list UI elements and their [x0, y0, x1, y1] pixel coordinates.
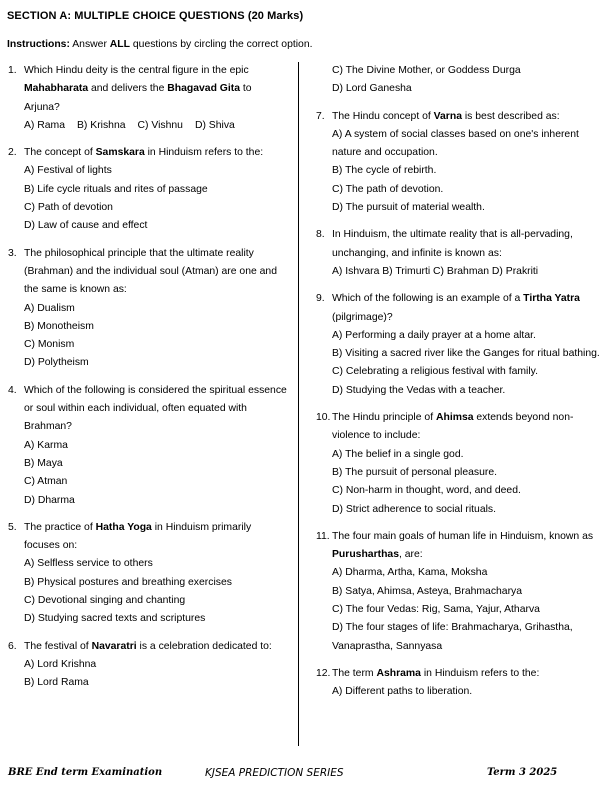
option-c[interactable]: C) The path of devotion. — [332, 183, 444, 195]
question-number: 8. — [316, 229, 325, 241]
question-number: 2. — [8, 147, 17, 159]
stem-text: to Arjuna? — [24, 83, 252, 113]
option-b[interactable]: B) Life cycle rituals and rites of passage — [24, 183, 208, 195]
stem-text: (pilgrimage)? — [332, 311, 393, 323]
stem-text: The practice of — [24, 521, 96, 533]
instructions-text: Answer — [69, 39, 110, 50]
question-stem: Which of the following is considered the spiritual essence or soul within each individual, often equated with Brahman? — [24, 384, 287, 433]
question-stem — [332, 108, 606, 126]
stem-text: The Hindu principle of — [332, 412, 436, 424]
stem-text: in Hinduism refers to the: — [420, 667, 540, 679]
stem-text: is best described as: — [461, 110, 560, 122]
question-stem — [332, 528, 606, 565]
question-12 — [316, 665, 606, 702]
question-7 — [316, 108, 606, 218]
stem-bold: Samskara — [95, 147, 145, 159]
option-d[interactable]: D) Dharma — [24, 494, 75, 506]
question-number: 10. — [316, 412, 331, 424]
option-c[interactable]: C) Path of devotion — [24, 202, 113, 214]
stem-text: The festival of — [24, 640, 92, 652]
option-b[interactable]: B) The cycle of rebirth. — [332, 165, 437, 177]
stem-bold: Tirtha Yatra — [523, 293, 580, 305]
stem-text: and delivers the — [88, 83, 168, 95]
option-a[interactable]: A) The belief in a single god. — [332, 448, 464, 460]
option-a[interactable]: A) Festival of lights — [24, 165, 112, 177]
option-d[interactable]: D) Lord Ganesha — [332, 83, 412, 95]
option-c[interactable]: C) Non-harm in thought, word, and deed. — [332, 485, 521, 497]
stem-text: The Hindu concept of — [332, 110, 434, 122]
question-stem: In Hinduism, the ultimate reality that is all-pervading, unchanging, and infinite is known as: — [332, 229, 573, 259]
option-d[interactable]: D) The pursuit of material wealth. — [332, 202, 485, 214]
footer-term: Term 3 2025 — [487, 767, 558, 778]
question-number: 3. — [8, 247, 17, 259]
option-b[interactable]: B) Maya — [24, 457, 63, 469]
stem-text: extends beyond non-violence to include: — [332, 412, 574, 442]
option-a[interactable]: A) Dualism — [24, 302, 75, 314]
footer-series: KJSEA PREDICTION SERIES — [205, 767, 344, 779]
question-9 — [316, 290, 606, 400]
option-a[interactable]: A) Selfless service to others — [24, 558, 153, 570]
question-stem — [24, 638, 288, 656]
question-stem — [332, 290, 606, 327]
question-stem — [24, 62, 288, 117]
stem-bold: Navaratri — [91, 640, 137, 652]
question-4 — [8, 382, 288, 510]
stem-bold: Bhagavad Gita — [167, 83, 241, 95]
option-b[interactable]: B) Visiting a sacred river like the Ganges for ritual bathing. — [332, 348, 600, 360]
stem-text: Which Hindu deity is the central figure in the epic — [24, 65, 249, 76]
question-number: 7. — [316, 110, 325, 122]
option-d[interactable]: D) Polytheism — [24, 357, 89, 369]
option-d[interactable]: D) Law of cause and effect — [24, 220, 148, 232]
question-3 — [8, 245, 288, 373]
option-d[interactable]: D) Studying sacred texts and scriptures — [24, 613, 206, 625]
stem-text: The four main goals of human life in Hinduism, known as — [332, 530, 594, 542]
question-stem — [332, 665, 606, 683]
question-number: 9. — [316, 293, 325, 305]
stem-text: in Hinduism primarily focuses on: — [24, 521, 252, 552]
footer-exam-name: BRE End term Examination — [8, 767, 163, 778]
question-number: 12. — [316, 667, 331, 679]
option-row[interactable]: A) Ishvara B) Trimurti C) Brahman D) Prakriti — [332, 265, 539, 277]
right-column — [316, 62, 606, 711]
option-a[interactable]: A) A system of social classes based on one's inherent nature and occupation. — [332, 128, 579, 159]
option-d[interactable]: D) Strict adherence to social rituals. — [332, 503, 497, 515]
left-column — [8, 62, 288, 702]
instructions-all: ALL — [109, 39, 130, 50]
question-11 — [316, 528, 606, 656]
option-d[interactable]: D) Shiva — [194, 119, 235, 131]
instructions-label: Instructions: — [7, 39, 70, 50]
option-a[interactable]: A) Karma — [24, 439, 68, 451]
question-stem: The philosophical principle that the ultimate reality (Brahman) and the individual soul (Atman) are one and the same is known as: — [24, 247, 277, 296]
question-10 — [316, 409, 606, 519]
question-number: 1. — [8, 65, 17, 76]
stem-text: , are: — [398, 549, 423, 561]
question-number: 6. — [8, 640, 17, 652]
option-c[interactable]: C) The four Vedas: Rig, Sama, Yajur, Atharva — [332, 604, 540, 616]
option-c[interactable]: C) Atman — [24, 476, 68, 488]
stem-bold: Ashrama — [376, 667, 421, 679]
instructions — [7, 39, 313, 50]
option-c[interactable]: C) Devotional singing and chanting — [24, 595, 186, 607]
question-6 — [8, 638, 288, 693]
stem-text: in Hinduism refers to the: — [144, 147, 264, 159]
question-number: 4. — [8, 384, 17, 396]
option-a[interactable]: A) Different paths to liberation. — [332, 686, 473, 698]
option-b[interactable]: B) Satya, Ahimsa, Asteya, Brahmacharya — [332, 585, 523, 597]
stem-bold: Hatha Yoga — [95, 521, 152, 533]
question-8 — [316, 226, 606, 281]
option-b[interactable]: B) Physical postures and breathing exercises — [24, 576, 232, 588]
option-a[interactable]: A) Performing a daily prayer at a home altar. — [332, 329, 536, 341]
option-b[interactable]: B) Monotheism — [24, 320, 94, 332]
option-b[interactable]: B) The pursuit of personal pleasure. — [332, 466, 497, 478]
question-5 — [8, 519, 288, 629]
page-footer — [0, 767, 612, 785]
stem-text: The concept of — [24, 147, 96, 159]
question-stem — [332, 409, 606, 446]
instructions-text-end: questions by circling the correct option. — [130, 39, 313, 50]
stem-bold: Ahimsa — [435, 412, 474, 424]
section-title: SECTION A: MULTIPLE CHOICE QUESTIONS (20 Marks) — [7, 10, 304, 22]
question-6-continued — [316, 62, 606, 99]
question-number: 11. — [316, 530, 330, 542]
stem-bold: Varna — [433, 110, 462, 122]
stem-text: The term — [332, 667, 377, 679]
stem-bold: Mahabharata — [24, 83, 89, 95]
stem-text: is a celebration dedicated to: — [136, 640, 272, 652]
option-b[interactable]: B) Krishna — [77, 119, 126, 131]
option-b[interactable]: B) Lord Rama — [24, 677, 89, 689]
column-divider — [298, 62, 299, 746]
option-a[interactable]: A) Lord Krishna — [24, 658, 97, 670]
option-c[interactable]: C) Monism — [24, 339, 75, 351]
question-stem — [24, 144, 288, 162]
stem-bold: Purusharthas — [332, 549, 399, 561]
option-d[interactable]: D) Studying the Vedas with a teacher. — [332, 384, 506, 396]
question-2 — [8, 144, 288, 235]
option-a[interactable]: A) Rama — [24, 119, 65, 131]
option-c[interactable]: C) Celebrating a religious festival with family. — [332, 366, 538, 378]
stem-text: Which of the following is an example of a — [332, 293, 524, 305]
option-c[interactable]: C) Vishnu — [137, 119, 183, 131]
question-stem — [24, 519, 288, 556]
question-1 — [8, 62, 288, 135]
question-number: 5. — [8, 521, 17, 533]
option-d[interactable]: D) The four stages of life: Brahmacharya, Grihastha, Vanaprastha, Sannyasa — [332, 622, 573, 652]
option-row — [24, 117, 288, 135]
option-a[interactable]: A) Dharma, Artha, Kama, Moksha — [332, 567, 488, 579]
option-c[interactable]: C) The Divine Mother, or Goddess Durga — [332, 65, 521, 76]
